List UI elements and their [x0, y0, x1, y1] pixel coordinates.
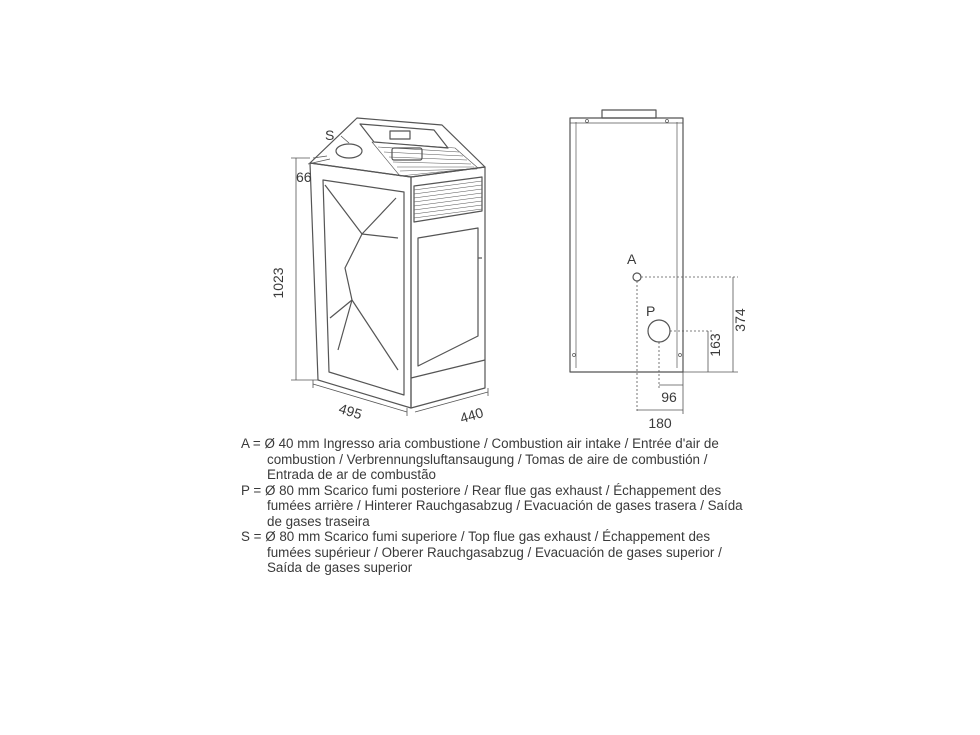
legend-item-a: [241, 436, 761, 483]
front-x-decoration-d: [352, 300, 398, 370]
dim-163-label: 163: [707, 333, 723, 357]
stove-perspective-view: [310, 118, 485, 408]
top-flue-outlet-s: [336, 144, 362, 158]
legend-item-p: [241, 483, 761, 530]
dim-1023-label: 1023: [270, 267, 286, 299]
legend-line: fumées arrière / Hinterer Rauchgasabzug / Evacuación de gases trasera / Saída: [267, 498, 743, 513]
front-x-decoration-c: [345, 234, 362, 300]
rear-top-flue-collar: [602, 110, 656, 118]
control-display: [390, 131, 410, 139]
legend-line: Entrada de ar de combustão: [267, 467, 436, 482]
side-door: [418, 228, 478, 366]
side-base-line: [411, 360, 485, 378]
s-leader-line: [341, 136, 349, 143]
front-x-decoration-a: [325, 185, 396, 234]
legend-line: P = Ø 80 mm Scarico fumi posteriore / Rear flue gas exhaust / Échappement des: [241, 482, 722, 498]
legend-line: fumées supérieur / Oberer Rauchgasabzug / Evacuación de gases superior /: [267, 544, 722, 560]
side-vent-grille: [414, 177, 482, 222]
stove-front-face: [310, 163, 411, 408]
legend-line: combustion / Verbrennungsluftansaugung / Tomas de aire de combustión /: [267, 451, 708, 467]
rear-flue-exhaust-p: [648, 320, 670, 342]
dim-66-label: 66: [296, 169, 312, 185]
rear-air-intake-a: [633, 273, 641, 281]
legend-line: A = Ø 40 mm Ingresso aria combustione / Combustion air intake / Entrée d'air de: [241, 436, 719, 451]
legend-line: de gases traseira: [267, 513, 370, 529]
legend-item-s: [241, 529, 761, 576]
label-a: A: [627, 251, 637, 267]
perspective-dimensions: [291, 156, 488, 416]
legend-line: S = Ø 80 mm Scarico fumi superiore / Top flue gas exhaust / Échappement des: [241, 529, 711, 544]
front-x-decoration-e: [330, 300, 352, 318]
top-lid: [360, 124, 448, 148]
stove-side-face: [411, 167, 485, 408]
legend-line: Saída de gases superior: [267, 560, 413, 575]
front-x-decoration-f: [338, 300, 352, 350]
dim-374-label: 374: [732, 308, 748, 332]
front-x-decoration-b: [362, 234, 398, 238]
label-s: S: [325, 127, 335, 143]
dim-180-label: 180: [648, 415, 672, 431]
dim-440-label: 440: [458, 404, 486, 427]
stove-rear-view: [570, 110, 683, 372]
stove-front-inner-panel: [323, 180, 404, 395]
rear-body-outline: [570, 118, 683, 372]
dim-96-label: 96: [661, 389, 677, 405]
legend: [241, 436, 761, 576]
label-p: P: [646, 303, 656, 319]
dim-495-label: 495: [336, 400, 364, 423]
top-vent-grille: [372, 142, 478, 176]
